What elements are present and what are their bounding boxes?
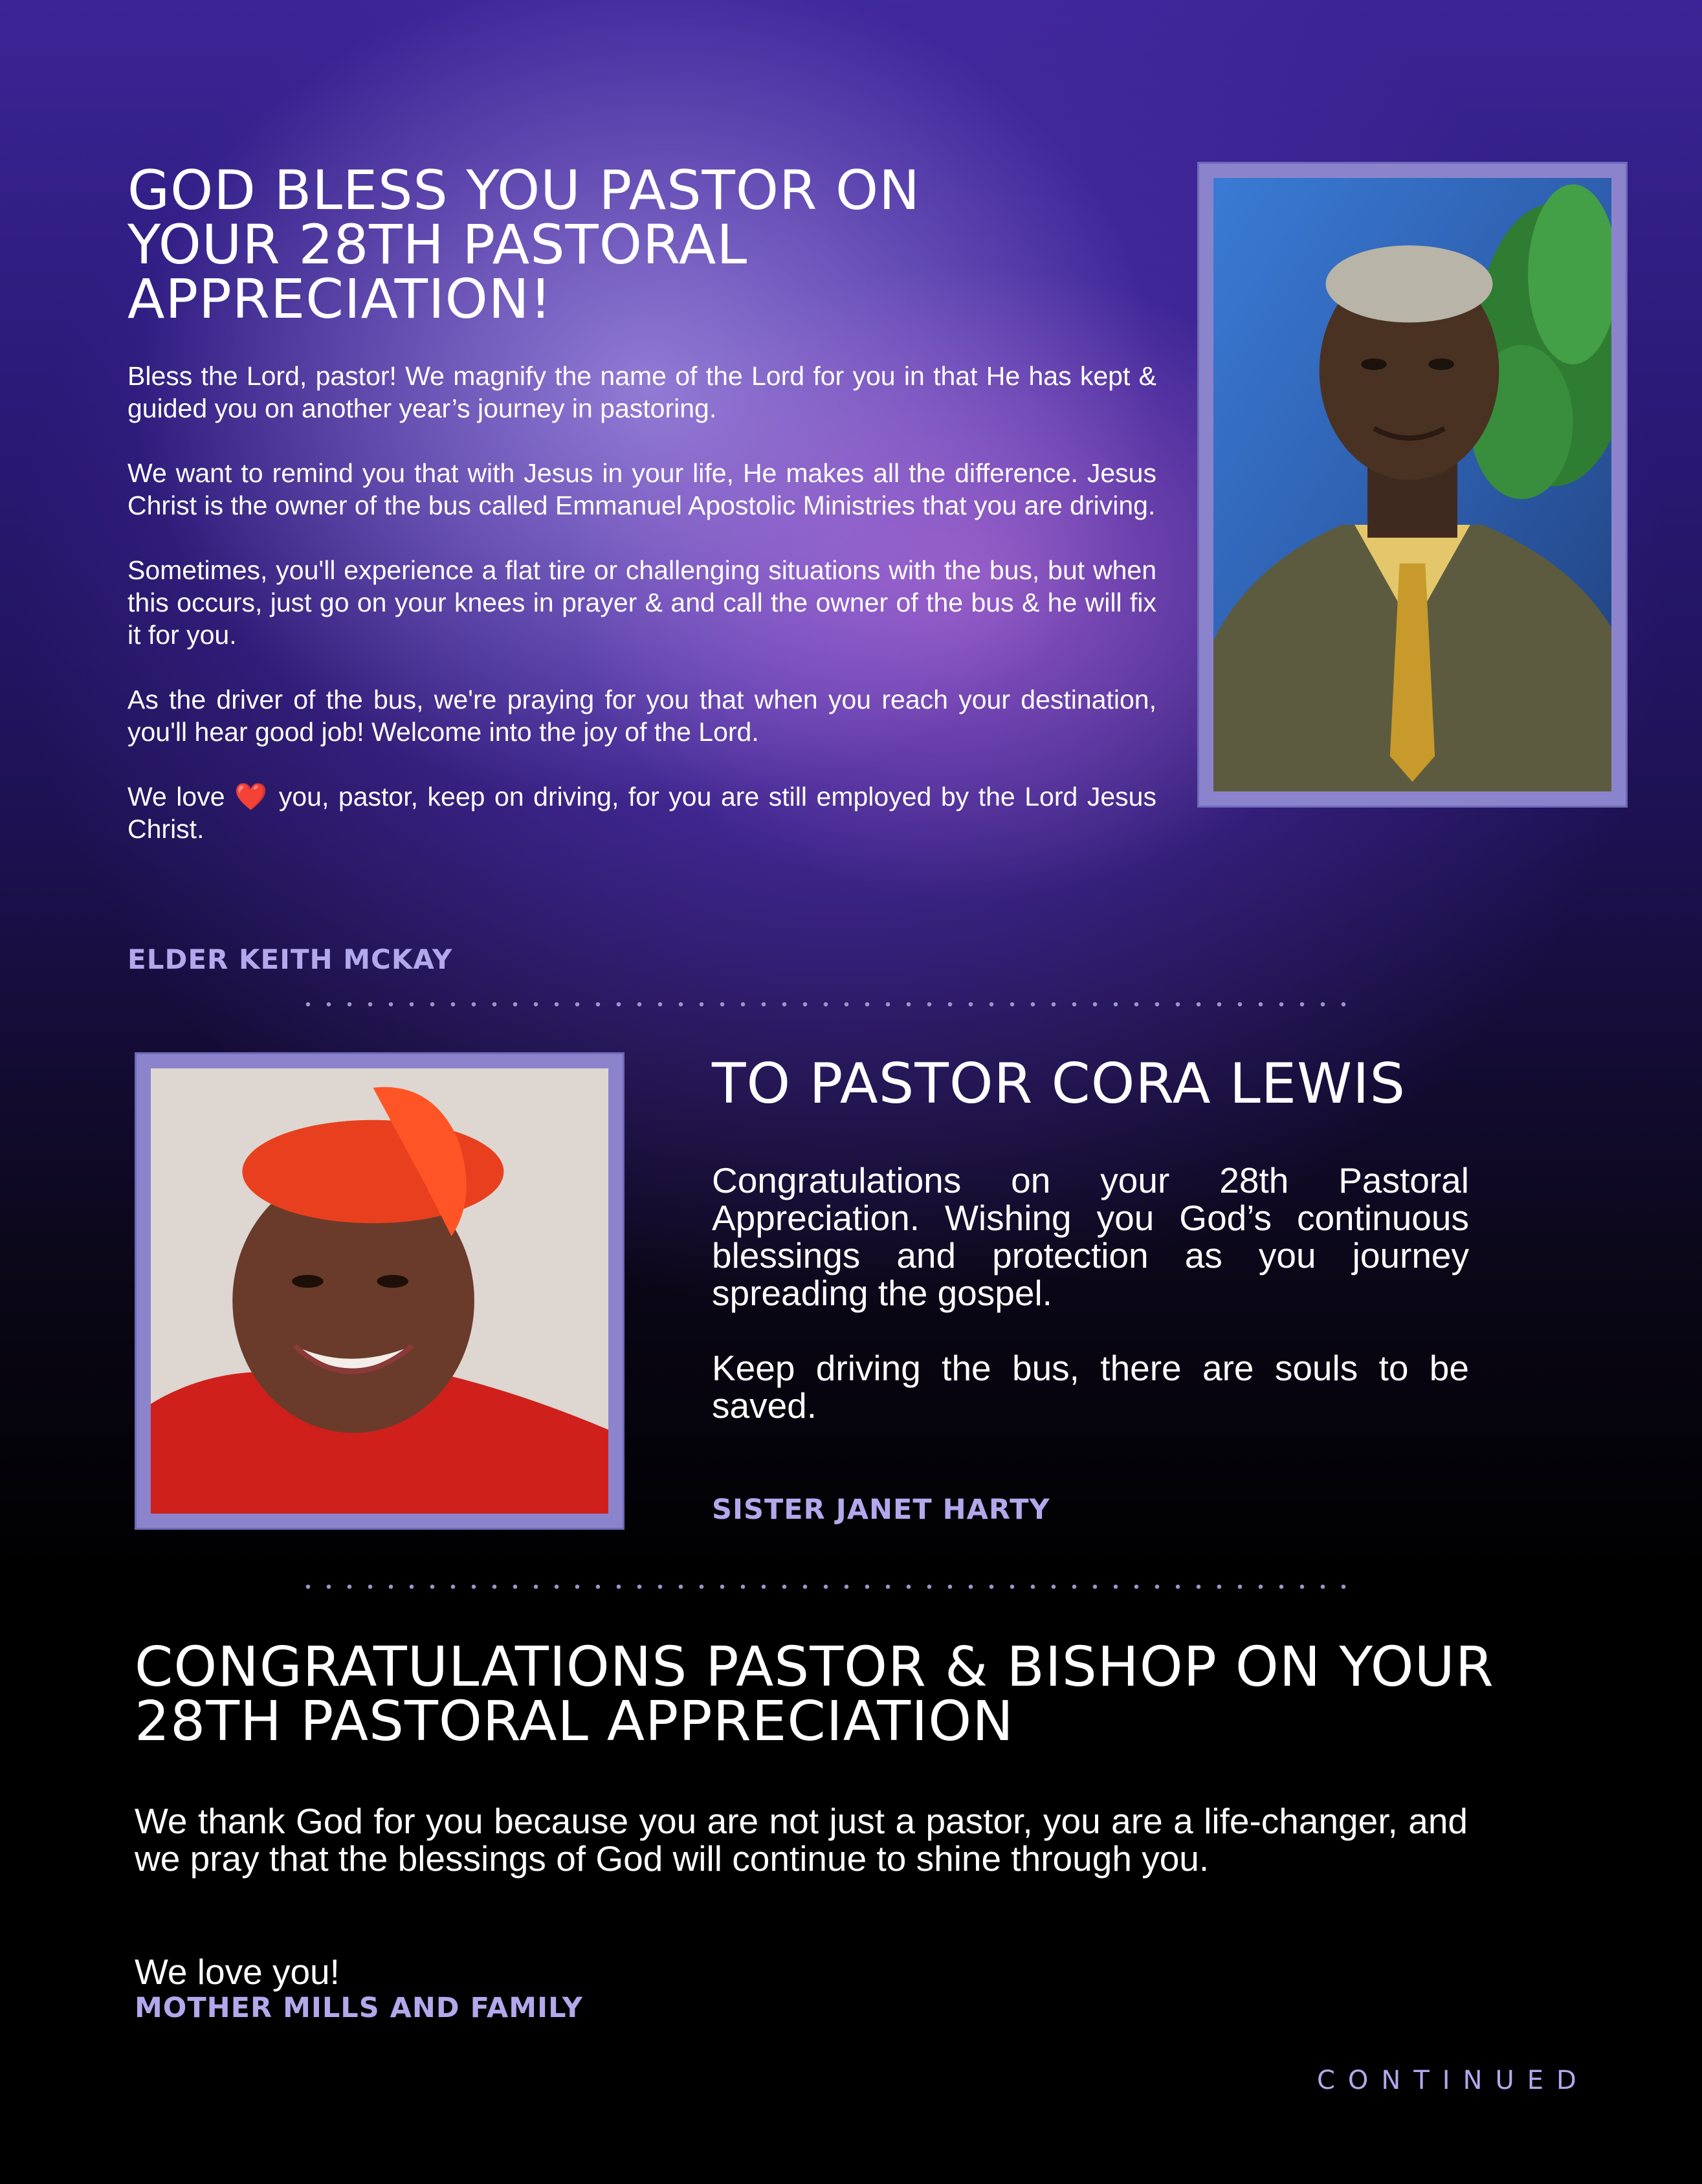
section3-title: CONGRATULATIONS PASTOR & BISHOP ON YOUR 28TH PASTORAL APPRECIATION	[135, 1635, 1494, 1754]
section2-title: TO PASTOR CORA LEWIS	[712, 1052, 1406, 1116]
dotted-divider	[298, 1002, 1359, 1007]
pastor-photo	[1213, 178, 1611, 791]
woman-portrait-illustration	[151, 1068, 608, 1514]
section1-title: GOD BLESS YOU PASTOR ON YOUR 28TH PASTORAL APPRECIATION!	[127, 159, 920, 331]
section1-body	[127, 360, 1156, 845]
heart-icon: ❤️	[234, 782, 270, 811]
dotted-divider	[298, 1584, 1359, 1589]
continued-label: CONTINUED	[1317, 2066, 1589, 2095]
man-portrait-illustration	[1213, 178, 1611, 791]
section2-paragraph: Congratulations on your 28th Pastoral Appreciation. Wishing you God’s continuous blessings and protection as you journey spreading the gospel.	[712, 1160, 1469, 1313]
section3-closing: We love you!	[135, 1952, 340, 1992]
love-text-before: We love	[127, 782, 225, 811]
pastor-photo-frame	[1197, 162, 1628, 808]
section2-paragraph: Keep driving the bus, there are souls to be saved.	[712, 1348, 1469, 1426]
section3-paragraph: We thank God for you because you are not just a pastor, you are a life-changer, and we pray that the blessings of God will continue to shine through you.	[135, 1801, 1468, 1879]
section1-paragraph: Sometimes, you'll experience a flat tire or challenging situations with the bus, but when this occurs, just go on your knees in prayer & and call the owner of the bus & he will fix it for you.	[127, 555, 1156, 650]
love-text-after: you, pastor, keep on driving, for you are still employed by the Lord Jesus Christ.	[127, 782, 1156, 844]
section1-paragraph: As the driver of the bus, we're praying for you that when you reach your destination, you'll hear good job! Welcome into the joy of the Lord.	[127, 685, 1156, 747]
section1-paragraph-love	[127, 780, 1156, 845]
section1-paragraph: Bless the Lord, pastor! We magnify the name of the Lord for you in that He has kept & guided you on another year’s journey in pastoring.	[127, 361, 1156, 423]
section1-signature: ELDER KEITH MCKAY	[127, 943, 453, 975]
section2-body	[712, 1162, 1469, 1462]
sister-photo-frame	[135, 1052, 624, 1530]
section3-signature: MOTHER MILLS AND FAMILY	[135, 1992, 583, 2024]
section2-signature: SISTER JANET HARTY	[712, 1494, 1050, 1526]
sister-photo	[151, 1068, 608, 1514]
section1-paragraph: We want to remind you that with Jesus in your life, He makes all the difference. Jesus Christ is the owner of the bus called Emmanuel Apostolic Ministries that you are driving.	[127, 458, 1156, 520]
